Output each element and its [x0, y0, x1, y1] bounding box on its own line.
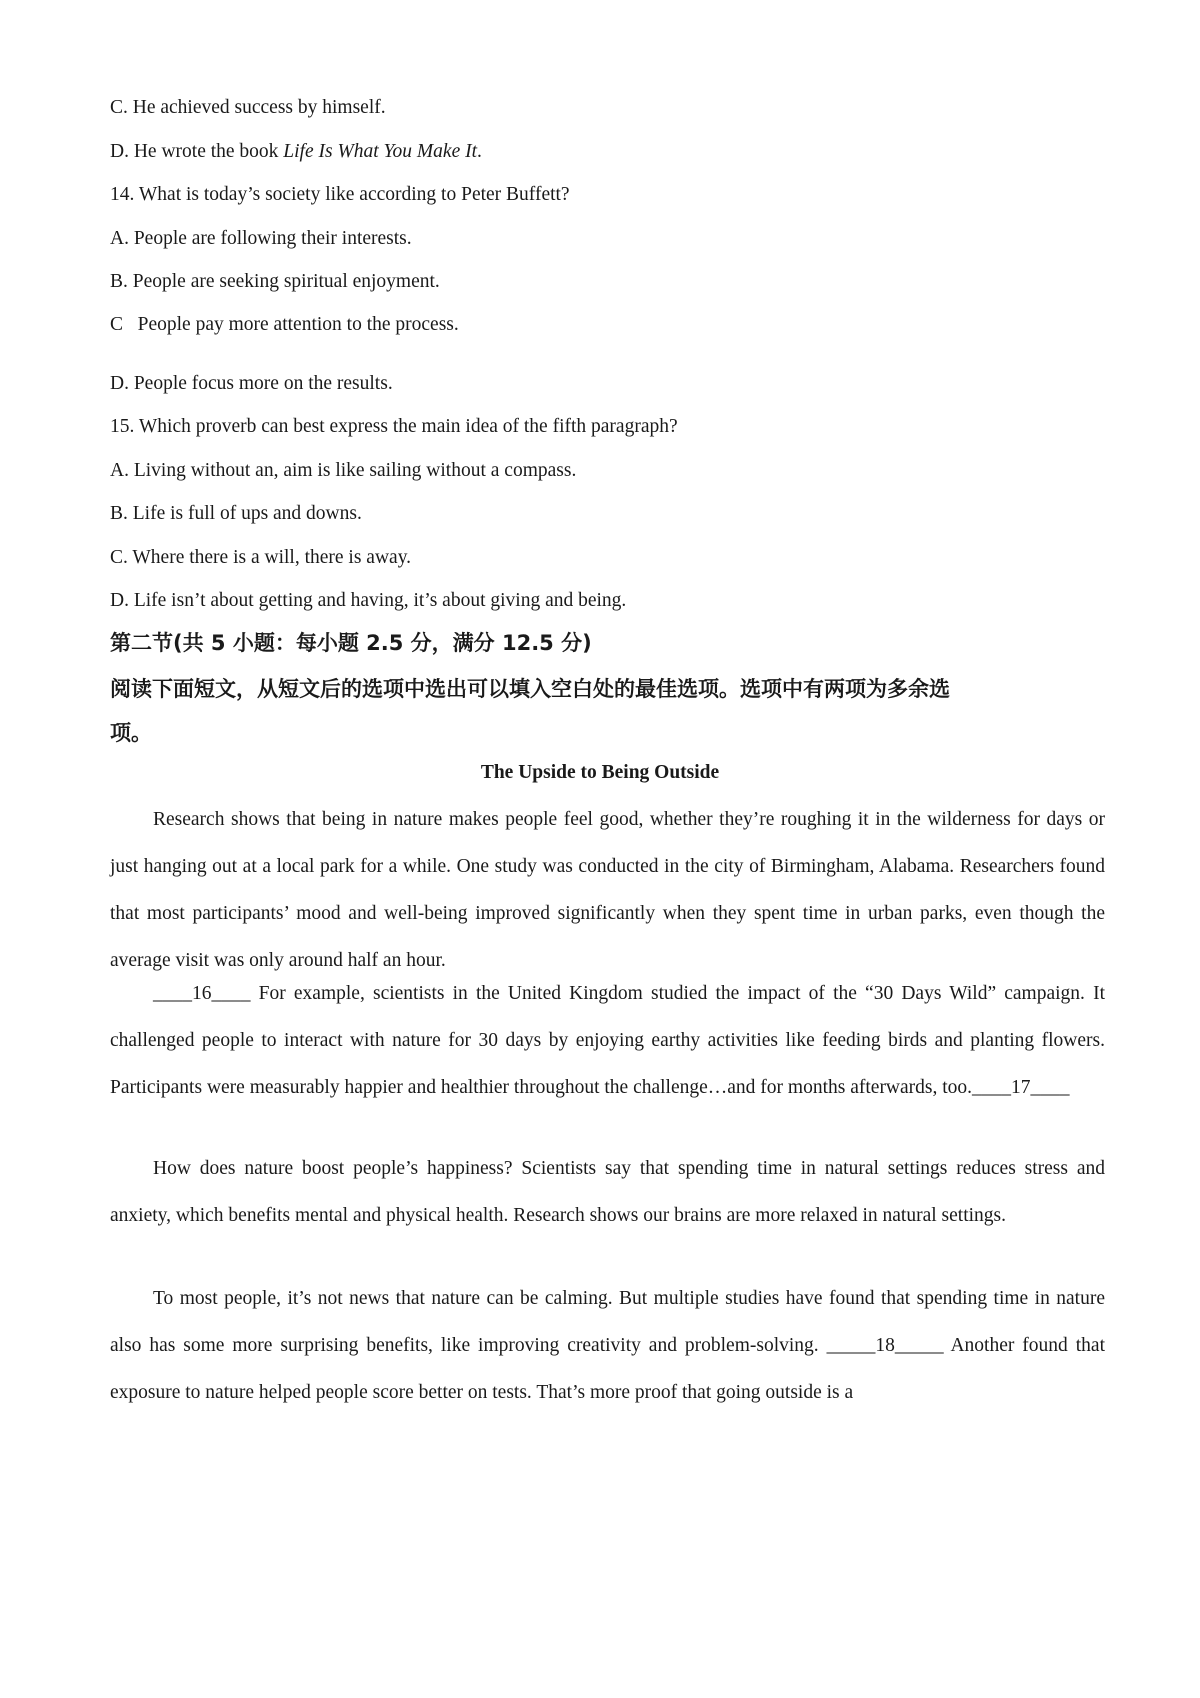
blank-16: ____16____	[153, 983, 251, 1004]
paragraph-3-text: How does nature boost people’s happiness? Scientists say that spending time in natural settings reduces stress and anxiety, which benefits mental and physical health. Research shows our brains are more relaxed in natural settings.	[110, 1158, 1105, 1226]
option-15b: B. Life is full of ups and downs.	[110, 503, 362, 524]
paragraph-1-text: Research shows that being in nature makes people feel good, whether they’re roughing it in the wilderness for days or just hanging out at a local park for a while. One study was conducted in the city of Birmingham, Alabama. Researchers found that most participants’ mood and well-being improved significantly when they spent time in urban parks, even though the average visit was only around half an hour.	[110, 809, 1105, 971]
instruction-line-1: 阅读下面短文，从短文后的选项中选出可以填入空白处的最佳选项。选项中有两项为多余选	[110, 677, 950, 701]
section-heading: 第二节(共 5 小题：每小题 2.5 分，满分 12.5 分)	[110, 631, 592, 655]
paragraph-4-text-a: To most people, it’s not news that nature can be calming. But multiple studies have found that spending time in nature also has some more surprising benefits, like improving creativity and problem-solving.	[110, 1288, 1105, 1356]
book-title-suffix: .	[477, 141, 482, 162]
blank-17: ____17____	[972, 1077, 1070, 1098]
paragraph-4	[110, 1275, 1105, 1416]
option-13c: C. He achieved success by himself.	[110, 97, 386, 118]
option-15c: C. Where there is a will, there is away.	[110, 547, 412, 568]
question-14: 14. What is today’s society like according to Peter Buffett?	[110, 184, 570, 205]
option-14a: A. People are following their interests.	[110, 228, 412, 249]
book-title: Life Is What You Make It	[283, 141, 478, 162]
option-15a: A. Living without an, aim is like sailing without a compass.	[110, 460, 577, 481]
paragraph-1	[110, 796, 1105, 984]
option-14c: C People pay more attention to the process.	[110, 314, 459, 335]
paragraph-4-text-b: Another found that exposure to nature helped people score better on tests. That’s more proof that going outside is a	[110, 1335, 1105, 1403]
option-13d	[110, 139, 482, 165]
option-15d: D. Life isn’t about getting and having, it’s about giving and being.	[110, 590, 627, 611]
paragraph-2	[110, 970, 1105, 1111]
option-13d-text: D. He wrote the book	[110, 141, 284, 162]
blank-18: _____18_____	[826, 1335, 944, 1356]
option-14d: D. People focus more on the results.	[110, 373, 393, 394]
instruction-line-2: 项。	[110, 721, 152, 745]
question-15: 15. Which proverb can best express the main idea of the fifth paragraph?	[110, 416, 678, 437]
paragraph-3	[110, 1145, 1105, 1239]
paragraph-2-text: For example, scientists in the United Kingdom studied the impact of the “30 Days Wild” campaign. It challenged people to interact with nature for 30 days by enjoying earthy activities like feeding birds and planting flowers. Participants were measurably happier and healthier throughout the challenge…and for months afterwards, too.	[110, 983, 1105, 1098]
option-14b: B. People are seeking spiritual enjoyment.	[110, 271, 440, 292]
passage-title: The Upside to Being Outside	[480, 762, 720, 783]
